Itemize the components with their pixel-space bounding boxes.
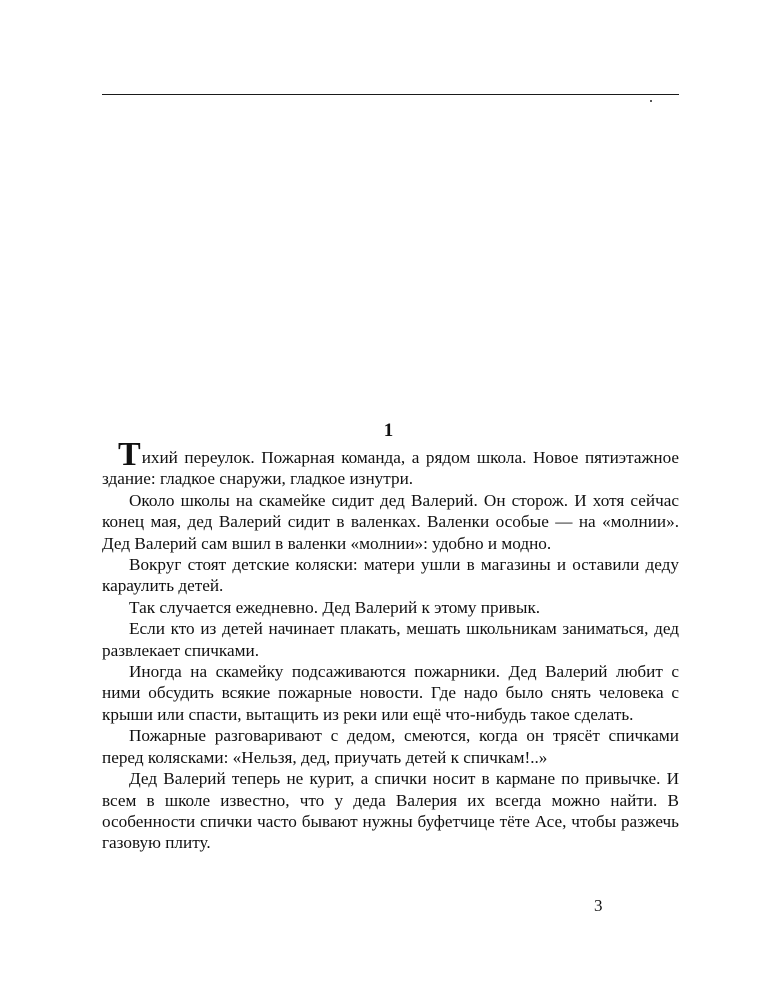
paragraph xyxy=(102,436,679,490)
paragraph: Дед Валерий теперь не курит, а спички носит в кармане по привычке. И всем в школе известно, что у деда Валерия их всегда можно найти. В особенности спички часто бывают нужны буфетчице тёте Асе, чтобы разжечь газовую плиту. xyxy=(102,769,679,853)
rule-mark xyxy=(650,100,652,102)
drop-cap: Т xyxy=(118,436,141,473)
paragraph: Вокруг стоят детские коляски: матери ушли в магазины и оставили деду караулить детей. xyxy=(102,555,679,596)
body-text xyxy=(102,436,679,854)
paragraph: Иногда на скамейку подсаживаются пожарники. Дед Валерий любит с ними обсудить всякие пожарные новости. Где надо было снять человека с крыши или спасти, вытащить из реки или ещё что-нибудь такое сделать. xyxy=(102,662,679,724)
page-number: 3 xyxy=(594,896,603,915)
paragraph: Если кто из детей начинает плакать, мешать школьникам заниматься, дед развлекает спичками. xyxy=(102,619,679,660)
paragraph: Около школы на скамейке сидит дед Валерий. Он сторож. И хотя сейчас конец мая, дед Валерий сидит в валенках. Валенки особые — на «молнии». Дед Валерий сам вшил в валенки «молнии»: удобно и модно. xyxy=(102,490,679,553)
header-rule xyxy=(102,94,679,95)
paragraph-text: ихий переулок. Пожарная команда, а рядом школа. Новое пятиэтажное здание: гладкое снаружи, гладкое изнутри. xyxy=(102,448,679,489)
paragraph: Пожарные разговаривают с дедом, смеются, когда он трясёт спичками перед колясками: «Нельзя, дед, приучать детей к спичкам!..» xyxy=(102,726,679,767)
chapter-number: 1 xyxy=(383,420,394,441)
paragraph: Так случается ежедневно. Дед Валерий к этому привык. xyxy=(129,597,541,617)
